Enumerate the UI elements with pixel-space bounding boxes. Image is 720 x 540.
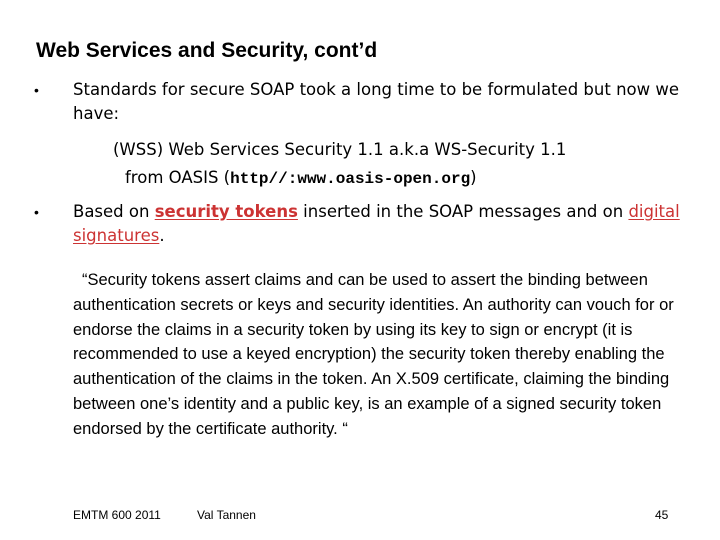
bullet-marker: • <box>34 82 39 98</box>
bullet-suffix: . <box>159 226 165 245</box>
digital-signatures-link[interactable]: digital signatures <box>73 202 680 245</box>
footer-author: Val Tannen <box>197 508 256 522</box>
security-tokens-link[interactable]: security tokens <box>154 202 298 221</box>
footer-course: EMTM 600 2011 <box>73 508 161 522</box>
oasis-line <box>125 166 477 191</box>
quote-text: “Security tokens assert claims and can be used to assert the binding between authentication secrets or keys and security identities. An authority can vouch for or endorse the claims in a security token by using its key to sign or encrypt (it is recommended to use a keyed encryption) the security token thereby enabling the authentication of the claims in the token. An X.509 certificate, claiming the binding between one’s identity and a public key, is an example of a signed security token endorsed by the certificate authority. “ <box>73 271 674 438</box>
wss-line: (WSS) Web Services Security 1.1 a.k.a WS-Security 1.1 <box>113 140 567 159</box>
page-number: 45 <box>655 508 669 522</box>
bullet-security-tokens <box>73 200 683 248</box>
bullet-prefix: Based on <box>73 202 155 221</box>
oasis-suffix: ) <box>470 168 477 187</box>
slide-title: Web Services and Security, cont’d <box>36 39 378 62</box>
bullet-standards: Standards for secure SOAP took a long time to be formulated but now we have: <box>73 80 680 123</box>
security-token-quote <box>73 268 689 442</box>
oasis-url: http//:www.oasis-open.org <box>230 170 471 188</box>
bullet-marker: • <box>34 204 39 220</box>
bullet-middle: inserted in the SOAP messages and on <box>297 202 629 221</box>
oasis-prefix: from OASIS ( <box>125 168 231 187</box>
